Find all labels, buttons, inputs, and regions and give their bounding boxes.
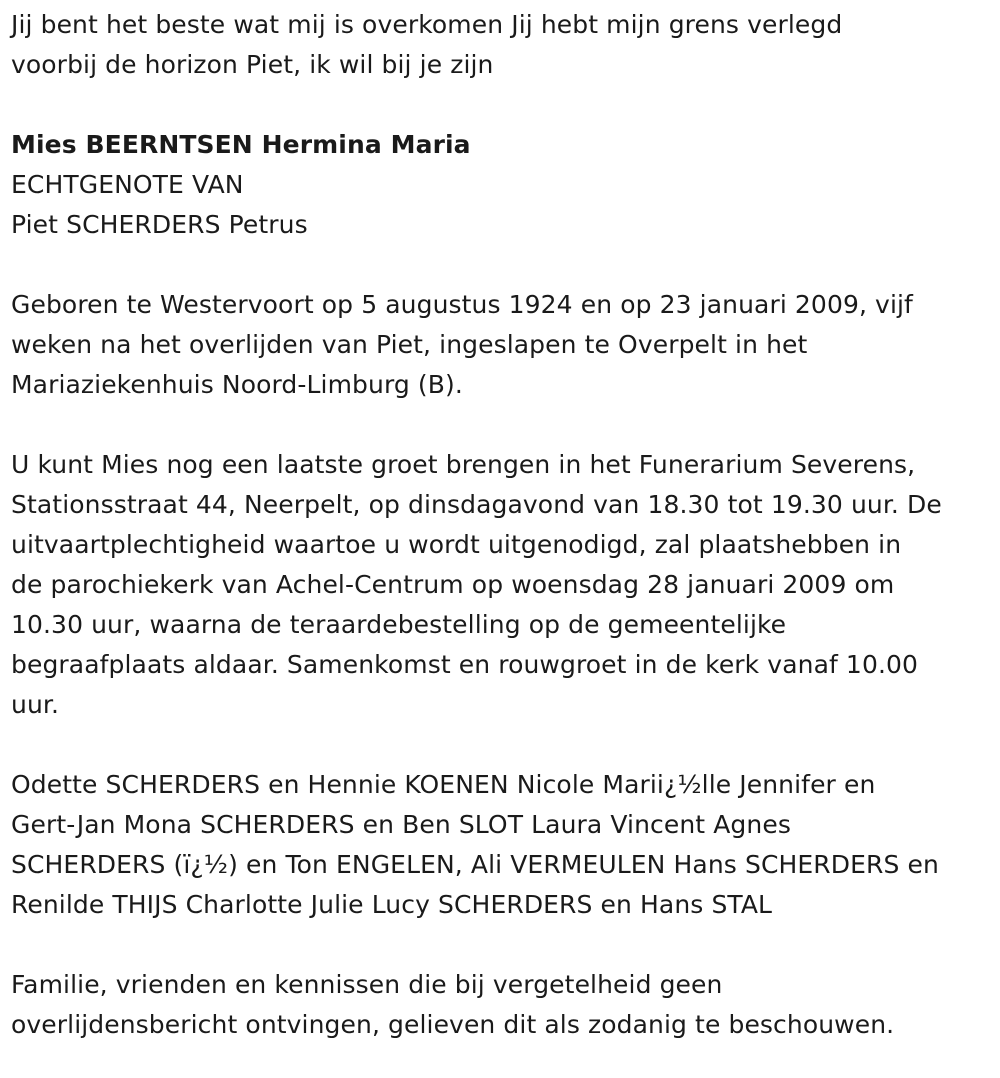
poem-paragraph <box>11 5 991 85</box>
paragraph-spacer <box>11 725 991 765</box>
obituary-document <box>11 5 991 1045</box>
family-line: Odette SCHERDERS en Hennie KOENEN Nicole Marii¿½lle Jennifer en <box>11 770 876 799</box>
deceased-name: Mies BEERNTSEN Hermina Maria <box>11 130 471 159</box>
birth-death-paragraph <box>11 285 991 405</box>
family-paragraph <box>11 765 991 925</box>
birth-death-line: weken na het overlijden van Piet, ingeslapen te Overpelt in het <box>11 330 808 359</box>
closing-paragraph <box>11 965 991 1045</box>
deceased-block <box>11 125 991 245</box>
funeral-line: 10.30 uur, waarna de teraardebestelling op de gemeentelijke <box>11 610 787 639</box>
family-line: Renilde THIJS Charlotte Julie Lucy SCHERDERS en Hans STAL <box>11 890 773 919</box>
closing-line: overlijdensbericht ontvingen, gelieven dit als zodanig te beschouwen. <box>11 1010 895 1039</box>
funeral-line: Stationsstraat 44, Neerpelt, op dinsdagavond van 18.30 tot 19.30 uur. De <box>11 490 942 519</box>
funeral-paragraph <box>11 445 991 725</box>
spouse-name: Piet SCHERDERS Petrus <box>11 210 308 239</box>
poem-line: voorbij de horizon Piet, ik wil bij je zijn <box>11 50 494 79</box>
funeral-line: uitvaartplechtigheid waartoe u wordt uitgenodigd, zal plaatshebben in <box>11 530 902 559</box>
paragraph-spacer <box>11 85 991 125</box>
family-line: SCHERDERS (ï¿½) en Ton ENGELEN, Ali VERMEULEN Hans SCHERDERS en <box>11 850 939 879</box>
closing-line: Familie, vrienden en kennissen die bij vergetelheid geen <box>11 970 723 999</box>
relation-label: ECHTGENOTE VAN <box>11 170 244 199</box>
birth-death-line: Mariaziekenhuis Noord-Limburg (B). <box>11 370 463 399</box>
funeral-line: U kunt Mies nog een laatste groet brengen in het Funerarium Severens, <box>11 450 916 479</box>
family-line: Gert-Jan Mona SCHERDERS en Ben SLOT Laura Vincent Agnes <box>11 810 791 839</box>
funeral-line: begraafplaats aldaar. Samenkomst en rouwgroet in de kerk vanaf 10.00 <box>11 650 919 679</box>
poem-line: Jij bent het beste wat mij is overkomen Jij hebt mijn grens verlegd <box>11 10 843 39</box>
funeral-line: de parochiekerk van Achel-Centrum op woensdag 28 januari 2009 om <box>11 570 895 599</box>
paragraph-spacer <box>11 405 991 445</box>
paragraph-spacer <box>11 245 991 285</box>
funeral-line: uur. <box>11 690 60 719</box>
paragraph-spacer <box>11 925 991 965</box>
birth-death-line: Geboren te Westervoort op 5 augustus 1924 en op 23 januari 2009, vijf <box>11 290 913 319</box>
